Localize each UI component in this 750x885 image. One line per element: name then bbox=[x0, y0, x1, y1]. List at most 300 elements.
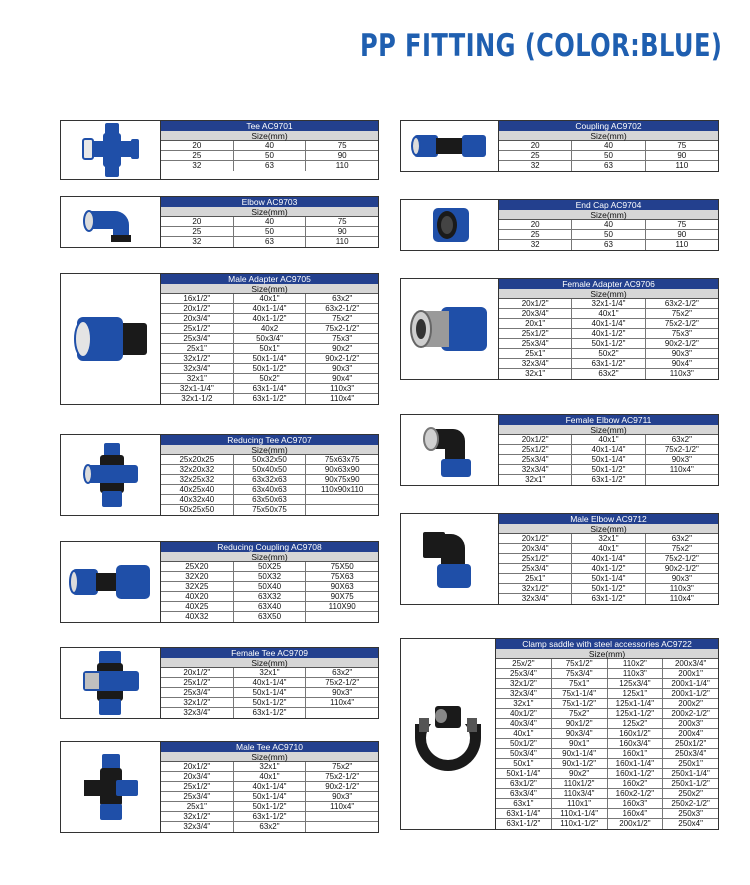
table-cell: 63x1/2" bbox=[496, 779, 552, 788]
table-row bbox=[161, 495, 378, 505]
product-title: Male Adapter AC9705 bbox=[161, 274, 378, 284]
table-cell: 200x2" bbox=[678, 699, 703, 708]
table-row bbox=[499, 141, 718, 151]
table-cell: 90x2" bbox=[332, 344, 353, 353]
product-card-female-tee-ac9709 bbox=[60, 647, 379, 719]
table-cell: 90x1-1/4" bbox=[552, 749, 608, 758]
table-cell: 40x1/2" bbox=[496, 709, 552, 718]
table-cell: 25 bbox=[499, 151, 572, 160]
table-cell: 50x1-1/4" bbox=[496, 769, 552, 778]
table-cell: 160x3" bbox=[608, 799, 664, 808]
product-title: Reducing Tee AC9707 bbox=[161, 435, 378, 445]
table-row bbox=[161, 151, 378, 161]
table-cell: 75x1/2" bbox=[552, 659, 608, 668]
table-cell: 63x2" bbox=[671, 435, 692, 444]
table-cell: 110X90 bbox=[328, 602, 356, 611]
table-cell bbox=[306, 505, 378, 515]
table-cell: 250x1-1/4" bbox=[671, 769, 710, 778]
table-cell: 75x2-1/2" bbox=[664, 554, 699, 563]
table-row bbox=[161, 762, 378, 772]
elbow-fitting-icon bbox=[61, 197, 161, 247]
table-cell: 63x1-1/2" bbox=[572, 359, 645, 368]
table-cell: 32 bbox=[161, 237, 234, 247]
table-cell: 110x2" bbox=[608, 659, 664, 668]
table-cell: 20x1/2" bbox=[161, 304, 234, 313]
table-cell: 32x1/2" bbox=[161, 354, 234, 363]
table-cell: 32x1" bbox=[234, 668, 307, 677]
table-cell: 40x25x40 bbox=[161, 485, 234, 494]
table-cell: 50x1-1/4" bbox=[572, 455, 645, 464]
table-cell: 50X40 bbox=[234, 582, 307, 591]
product-title: Male Elbow AC9712 bbox=[499, 514, 718, 524]
table-cell: 40x1" bbox=[572, 544, 645, 553]
table-cell: 32x1-1/4" bbox=[572, 299, 645, 308]
product-card-male-tee-ac9710 bbox=[60, 741, 379, 833]
size-table bbox=[499, 415, 718, 485]
table-cell: 20x1/2" bbox=[161, 668, 234, 677]
table-cell: 25x1/2" bbox=[499, 554, 572, 563]
product-title: End Cap AC9704 bbox=[499, 200, 718, 210]
table-cell: 75x2" bbox=[332, 314, 353, 323]
table-cell: 63X40 bbox=[234, 602, 307, 611]
reducing-coupling-fitting-icon bbox=[61, 542, 161, 622]
table-cell: 110x1-1/2" bbox=[552, 819, 608, 829]
table-cell: 50x1-1/2" bbox=[234, 698, 307, 707]
table-cell: 75x63x75 bbox=[324, 455, 360, 464]
table-row bbox=[161, 344, 378, 354]
table-cell: 63x1-1/2" bbox=[572, 594, 645, 604]
table-row bbox=[161, 354, 378, 364]
table-row bbox=[496, 659, 718, 669]
table-cell: 63x1-1/2" bbox=[234, 812, 307, 821]
table-cell: 90x4" bbox=[671, 359, 692, 368]
table-cell: 63x2-1/2" bbox=[325, 304, 360, 313]
table-row bbox=[496, 789, 718, 799]
table-cell: 40X32 bbox=[161, 612, 234, 622]
table-cell: 63x1" bbox=[496, 799, 552, 808]
coupling-fitting-icon bbox=[401, 121, 499, 171]
size-header: Size(mm) bbox=[499, 289, 718, 299]
table-cell: 250x1-1/2" bbox=[671, 779, 710, 788]
product-card-reducing-coupling-ac9708 bbox=[60, 541, 379, 623]
table-cell: 25x3/4" bbox=[161, 334, 234, 343]
table-cell: 16x1/2" bbox=[161, 294, 234, 303]
table-cell: 75x2-1/2" bbox=[325, 324, 360, 333]
table-cell: 50 bbox=[572, 230, 645, 239]
table-cell: 110x4" bbox=[330, 394, 355, 403]
table-cell: 160x4" bbox=[608, 809, 664, 818]
table-cell: 110x1-1/4" bbox=[552, 809, 608, 818]
size-header: Size(mm) bbox=[499, 524, 718, 534]
table-row bbox=[161, 217, 378, 227]
table-cell: 20x3/4" bbox=[499, 309, 572, 318]
table-row bbox=[496, 729, 718, 739]
table-cell: 32x1-1/2 bbox=[161, 394, 234, 404]
table-cell: 63x2" bbox=[332, 294, 353, 303]
table-cell: 32 bbox=[161, 161, 234, 171]
table-cell: 110x4" bbox=[330, 698, 355, 707]
table-cell: 110x3" bbox=[608, 669, 664, 678]
table-cell: 25x3/4" bbox=[499, 455, 572, 464]
size-table bbox=[499, 121, 718, 171]
table-row bbox=[499, 369, 718, 379]
table-cell: 40x1-1/2" bbox=[572, 564, 645, 573]
table-cell: 63x1-1/4" bbox=[234, 384, 307, 393]
table-row bbox=[496, 699, 718, 709]
table-cell: 50x1-1/4" bbox=[234, 354, 307, 363]
table-row bbox=[161, 465, 378, 475]
table-cell: 250x3" bbox=[678, 809, 703, 818]
table-cell: 20x1" bbox=[499, 319, 572, 328]
table-row bbox=[161, 562, 378, 572]
table-cell: 160x2-1/2" bbox=[608, 789, 664, 798]
product-title: Tee AC9701 bbox=[161, 121, 378, 131]
table-cell: 63 bbox=[234, 161, 307, 171]
table-cell: 63x1-1/2" bbox=[496, 819, 552, 829]
table-row bbox=[161, 792, 378, 802]
table-cell: 32x1" bbox=[161, 374, 234, 383]
table-cell: 40X20 bbox=[161, 592, 234, 601]
table-cell: 90x2-1/2" bbox=[664, 564, 699, 573]
table-cell: 25x3/4" bbox=[496, 669, 552, 678]
size-header: Size(mm) bbox=[161, 752, 378, 762]
product-title: Elbow AC9703 bbox=[161, 197, 378, 207]
table-row bbox=[161, 141, 378, 151]
table-cell: 40x2 bbox=[234, 324, 307, 333]
table-cell: 40x1" bbox=[572, 309, 645, 318]
table-cell: 50x25x50 bbox=[161, 505, 234, 515]
table-cell: 110x3" bbox=[669, 369, 694, 378]
table-cell bbox=[306, 812, 378, 821]
table-cell: 160x1-1/2" bbox=[608, 769, 664, 778]
table-cell: 90x2-1/2" bbox=[325, 782, 360, 791]
table-cell: 90x3" bbox=[671, 349, 692, 358]
table-cell: 50x1-1/4" bbox=[572, 574, 645, 583]
table-cell: 20x1/2" bbox=[499, 435, 572, 444]
table-cell: 90x1" bbox=[552, 739, 608, 748]
table-cell: 32x1" bbox=[234, 762, 307, 771]
table-row bbox=[161, 485, 378, 495]
table-cell: 110 bbox=[675, 161, 689, 170]
table-cell: 90x3" bbox=[671, 574, 692, 583]
product-card-male-elbow-ac9712 bbox=[400, 513, 719, 605]
table-row bbox=[161, 227, 378, 237]
product-title: Female Adapter AC9706 bbox=[499, 279, 718, 289]
table-cell: 32x3/4" bbox=[161, 822, 234, 832]
table-cell: 90x3/4" bbox=[552, 729, 608, 738]
table-cell: 160x1" bbox=[608, 749, 664, 758]
table-row bbox=[499, 455, 718, 465]
table-cell: 20 bbox=[161, 141, 234, 150]
table-row bbox=[161, 314, 378, 324]
size-table bbox=[161, 274, 378, 404]
table-cell: 40x1" bbox=[572, 435, 645, 444]
table-cell: 40x1-1/2" bbox=[234, 314, 307, 323]
product-card-reducing-tee-ac9707 bbox=[60, 434, 379, 516]
table-cell: 200x2-1/2" bbox=[671, 709, 710, 718]
table-cell: 90x63x90 bbox=[324, 465, 360, 474]
size-header: Size(mm) bbox=[499, 131, 718, 141]
table-cell: 110 bbox=[675, 240, 689, 249]
table-cell: 40x1-1/4" bbox=[572, 445, 645, 454]
table-cell: 40x1-1/2" bbox=[572, 329, 645, 338]
table-cell: 20x1/2" bbox=[499, 534, 572, 543]
table-cell: 25 bbox=[499, 230, 572, 239]
size-header: Size(mm) bbox=[496, 649, 718, 659]
table-row bbox=[161, 505, 378, 515]
table-row bbox=[161, 384, 378, 394]
table-row bbox=[496, 759, 718, 769]
table-row bbox=[499, 554, 718, 564]
table-cell: 90x2" bbox=[552, 769, 608, 778]
product-card-elbow-ac9703 bbox=[60, 196, 379, 248]
table-cell: 40 bbox=[572, 220, 645, 229]
product-title: Reducing Coupling AC9708 bbox=[161, 542, 378, 552]
size-table bbox=[499, 200, 718, 250]
table-cell: 90x75x90 bbox=[324, 475, 360, 484]
table-cell: 63x3/4" bbox=[496, 789, 552, 798]
table-row bbox=[496, 669, 718, 679]
table-cell: 40x1-1/4" bbox=[572, 319, 645, 328]
table-cell: 25x1/2" bbox=[499, 329, 572, 338]
table-cell: 63x2-1/2" bbox=[664, 299, 699, 308]
table-cell: 110x3" bbox=[330, 384, 355, 393]
table-cell: 32x3/4" bbox=[161, 708, 234, 718]
table-cell: 63x1-1/2" bbox=[234, 394, 307, 404]
table-cell: 25x1/2" bbox=[161, 782, 234, 791]
size-table bbox=[161, 542, 378, 622]
table-cell: 63x1-1/2" bbox=[234, 708, 307, 718]
table-cell: 75 bbox=[337, 141, 347, 150]
table-row bbox=[161, 237, 378, 247]
table-cell: 25x1/2" bbox=[161, 678, 234, 687]
table-cell: 75x1" bbox=[552, 679, 608, 688]
table-row bbox=[161, 572, 378, 582]
table-row bbox=[499, 240, 718, 250]
table-cell: 50X32 bbox=[234, 572, 307, 581]
product-card-clamp-saddle-with-steel-accessories-ac9722 bbox=[400, 638, 719, 830]
table-cell: 40x3/4" bbox=[496, 719, 552, 728]
product-title: Clamp saddle with steel accessories AC9722 bbox=[496, 639, 718, 649]
tee-fitting-icon bbox=[61, 121, 161, 179]
table-cell: 25x3/4" bbox=[161, 688, 234, 697]
table-row bbox=[499, 220, 718, 230]
table-cell: 40x1-1/4" bbox=[234, 782, 307, 791]
size-table bbox=[499, 279, 718, 379]
table-row bbox=[161, 678, 378, 688]
table-cell: 250x2" bbox=[678, 789, 703, 798]
male-elbow-fitting-icon bbox=[401, 514, 499, 604]
table-cell: 63x32x63 bbox=[234, 475, 307, 484]
table-cell: 25x1/2" bbox=[161, 324, 234, 333]
table-cell: 32x3/4" bbox=[499, 465, 572, 474]
table-row bbox=[499, 445, 718, 455]
table-row bbox=[161, 324, 378, 334]
table-row bbox=[499, 309, 718, 319]
table-cell: 50x1-1/2" bbox=[572, 465, 645, 474]
female-tee-fitting-icon bbox=[61, 648, 161, 718]
table-row bbox=[496, 769, 718, 779]
table-cell: 90 bbox=[337, 227, 347, 236]
table-cell: 20x3/4" bbox=[161, 772, 234, 781]
table-cell: 75 bbox=[337, 217, 347, 226]
size-header: Size(mm) bbox=[161, 658, 378, 668]
female-adapter-fitting-icon bbox=[401, 279, 499, 379]
table-cell: 250x4" bbox=[678, 819, 703, 828]
table-cell: 75x1-1/2" bbox=[552, 699, 608, 708]
table-cell: 50x1/2" bbox=[496, 739, 552, 748]
table-cell: 32 bbox=[499, 161, 572, 171]
table-cell: 63x1-1/4" bbox=[496, 809, 552, 818]
table-row bbox=[496, 819, 718, 829]
size-table bbox=[161, 648, 378, 718]
table-cell: 50x1-1/2" bbox=[572, 584, 645, 593]
table-cell: 250x2-1/2" bbox=[671, 799, 710, 808]
size-header: Size(mm) bbox=[499, 210, 718, 220]
table-cell: 125x2" bbox=[608, 719, 664, 728]
table-cell: 200x3/4" bbox=[674, 659, 707, 668]
table-cell: 32X25 bbox=[161, 582, 234, 591]
table-cell: 110x4" bbox=[330, 802, 355, 811]
table-row bbox=[499, 230, 718, 240]
table-cell: 32x1" bbox=[499, 369, 572, 379]
table-cell: 110x4" bbox=[669, 594, 694, 603]
table-cell bbox=[306, 495, 378, 504]
table-cell: 200x3" bbox=[678, 719, 703, 728]
table-cell: 25x1" bbox=[161, 344, 234, 353]
table-cell: 20 bbox=[161, 217, 234, 226]
page-title: PP FITTING (COLOR:BLUE) bbox=[360, 28, 723, 64]
table-cell: 63x50x63 bbox=[234, 495, 307, 504]
table-row bbox=[161, 782, 378, 792]
product-card-female-adapter-ac9706 bbox=[400, 278, 719, 380]
table-cell: 160x2" bbox=[608, 779, 664, 788]
table-cell: 25x20x25 bbox=[161, 455, 234, 464]
table-cell: 20 bbox=[499, 220, 572, 229]
table-row bbox=[161, 802, 378, 812]
table-row bbox=[161, 374, 378, 384]
table-cell: 75x3/4" bbox=[552, 669, 608, 678]
table-row bbox=[499, 544, 718, 554]
table-cell: 200x1-1/4" bbox=[671, 679, 710, 688]
table-cell: 32 bbox=[499, 240, 572, 250]
table-cell: 25x1" bbox=[161, 802, 234, 811]
table-cell: 110x1/2" bbox=[552, 779, 608, 788]
table-cell: 200x1" bbox=[678, 669, 703, 678]
table-cell: 90X75 bbox=[330, 592, 354, 601]
table-cell: 40x1" bbox=[234, 294, 307, 303]
size-table bbox=[499, 514, 718, 604]
table-cell: 75x3" bbox=[671, 329, 692, 338]
size-table bbox=[161, 742, 378, 832]
table-cell: 50x3/4" bbox=[234, 334, 307, 343]
table-cell: 40x1" bbox=[234, 772, 307, 781]
table-row bbox=[499, 329, 718, 339]
table-row bbox=[161, 688, 378, 698]
table-cell: 40 bbox=[234, 141, 307, 150]
table-cell: 160x1-1/4" bbox=[608, 759, 664, 768]
table-cell: 63X32 bbox=[234, 592, 307, 601]
table-cell: 32x1/2" bbox=[496, 679, 552, 688]
table-cell bbox=[306, 822, 378, 832]
table-row bbox=[499, 319, 718, 329]
size-table bbox=[161, 435, 378, 515]
table-cell: 25x1" bbox=[499, 349, 572, 358]
table-cell: 32x20x32 bbox=[161, 465, 234, 474]
table-cell: 50x32x50 bbox=[234, 455, 307, 464]
product-title: Female Tee AC9709 bbox=[161, 648, 378, 658]
size-header: Size(mm) bbox=[161, 445, 378, 455]
product-card-end-cap-ac9704 bbox=[400, 199, 719, 251]
table-cell: 40x1-1/4" bbox=[234, 304, 307, 313]
table-row bbox=[496, 809, 718, 819]
table-cell: 110x1" bbox=[552, 799, 608, 808]
end-cap-fitting-icon bbox=[401, 200, 499, 250]
table-cell: 25x1" bbox=[499, 574, 572, 583]
table-cell: 110x90x110 bbox=[320, 485, 364, 494]
table-cell: 160x1/2" bbox=[608, 729, 664, 738]
table-cell: 32x25x32 bbox=[161, 475, 234, 484]
table-cell: 63 bbox=[234, 237, 307, 247]
table-cell: 75x3" bbox=[332, 334, 353, 343]
table-cell: 50 bbox=[572, 151, 645, 160]
table-cell: 90x3" bbox=[332, 688, 353, 697]
product-card-female-elbow-ac9711 bbox=[400, 414, 719, 486]
product-title: Male Tee AC9710 bbox=[161, 742, 378, 752]
table-cell: 200x1/2" bbox=[608, 819, 664, 829]
table-cell: 32x1/2" bbox=[499, 584, 572, 593]
table-row bbox=[161, 592, 378, 602]
table-cell: 75x2-1/2" bbox=[664, 319, 699, 328]
table-cell: 20 bbox=[499, 141, 572, 150]
table-cell: 20x1/2" bbox=[499, 299, 572, 308]
table-row bbox=[499, 465, 718, 475]
table-cell: 90x1-1/2" bbox=[552, 759, 608, 768]
table-cell: 90x1/2" bbox=[552, 719, 608, 728]
table-cell: 75x2" bbox=[332, 762, 353, 771]
table-cell: 40x1" bbox=[496, 729, 552, 738]
table-cell: 50X25 bbox=[234, 562, 307, 571]
table-cell: 75x2-1/2" bbox=[664, 445, 699, 454]
table-cell: 125x1-1/2" bbox=[608, 709, 664, 718]
table-cell: 75x50x75 bbox=[234, 505, 307, 515]
table-cell: 75X50 bbox=[330, 562, 354, 571]
table-cell: 90 bbox=[677, 230, 687, 239]
table-cell: 110x3" bbox=[669, 584, 694, 593]
table-cell: 75 bbox=[677, 220, 687, 229]
table-cell bbox=[306, 612, 378, 622]
size-table bbox=[496, 639, 718, 829]
table-row bbox=[499, 339, 718, 349]
table-cell: 160x3/4" bbox=[608, 739, 664, 748]
table-cell: 250x3/4" bbox=[674, 749, 707, 758]
table-cell: 25 bbox=[161, 151, 234, 160]
male-adapter-fitting-icon bbox=[61, 274, 161, 404]
table-row bbox=[161, 602, 378, 612]
table-cell: 50x1" bbox=[234, 344, 307, 353]
table-cell bbox=[306, 708, 378, 718]
table-cell: 50x1" bbox=[496, 759, 552, 768]
product-title: Female Elbow AC9711 bbox=[499, 415, 718, 425]
table-row bbox=[499, 161, 718, 171]
table-cell: 63x40x63 bbox=[234, 485, 307, 494]
table-row bbox=[161, 612, 378, 622]
table-cell: 63x2" bbox=[671, 534, 692, 543]
table-row bbox=[496, 719, 718, 729]
table-cell: 32x1" bbox=[496, 699, 552, 708]
table-cell: 50x2" bbox=[572, 349, 645, 358]
table-row bbox=[499, 359, 718, 369]
